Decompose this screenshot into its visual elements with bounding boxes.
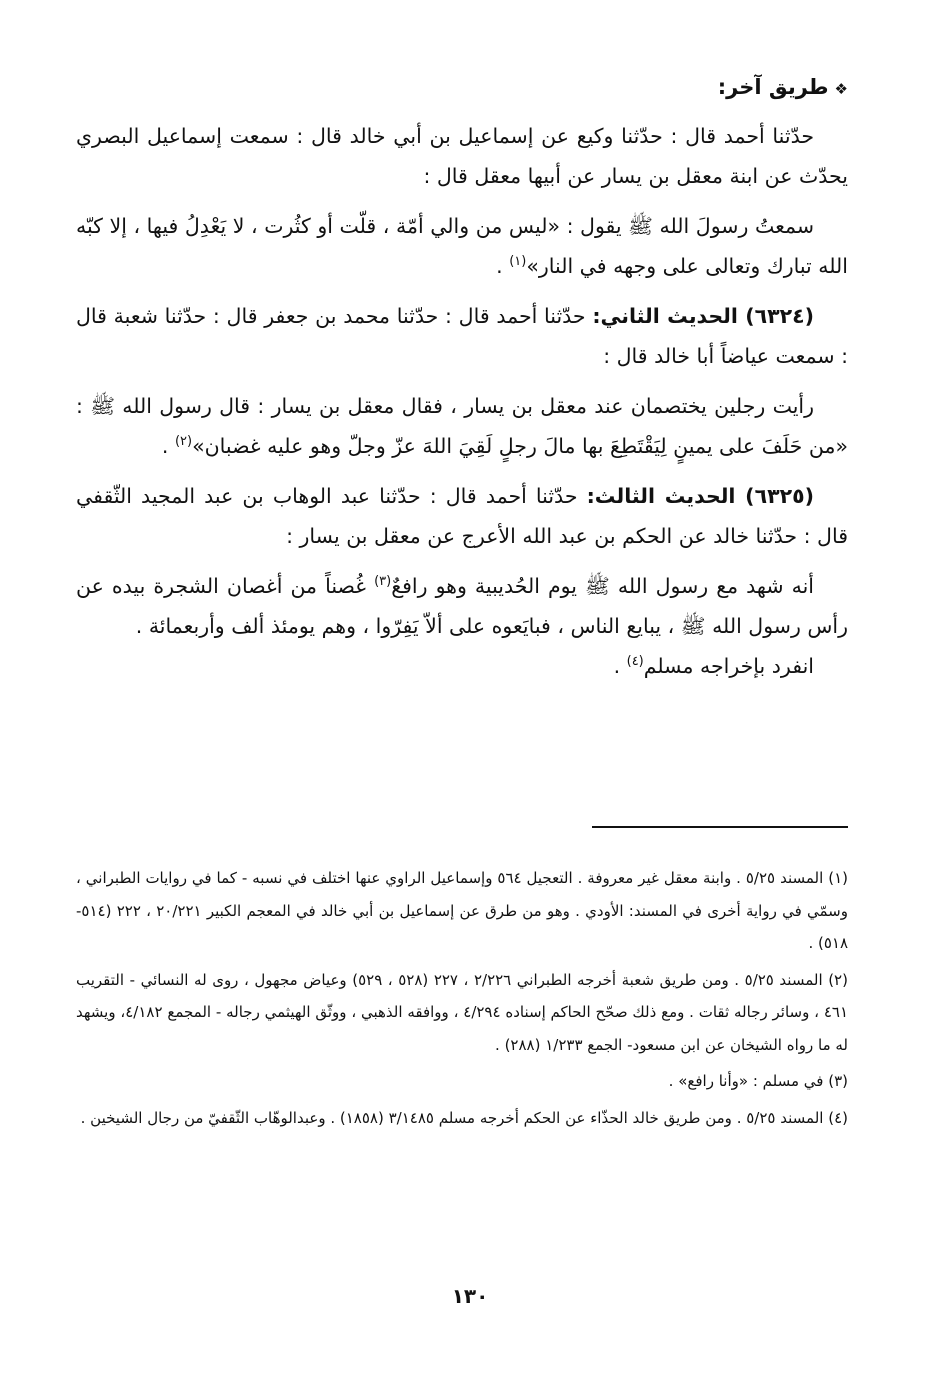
- main-text: [76, 70, 848, 686]
- footnote-ref: (٤): [626, 654, 644, 670]
- paragraph-text: رأيت رجلين يختصمان عند معقل بن يسار ، فقال معقل بن يسار : قال رسول الله ﷺ : «من حَلَفَ على يمينٍ لِيَقْتَطِعَ بها مالَ رجلٍ لَقِيَ اللهَ عزّ وجلّ وهو عليه غضبان»: [76, 394, 848, 458]
- paragraph-text: غُصناً من أغصان الشجرة بيده عن رأس رسول الله ﷺ ، يبايع الناس ، فبايَعوه على ألاّ يَفِرّوا ، وهم يومئذ ألف وأربعمائة .: [76, 574, 848, 638]
- footnote-ref: (٣): [374, 574, 392, 590]
- footnote-divider: [592, 826, 848, 828]
- footnote-ref: (٢): [174, 434, 193, 450]
- footnote-1: (١) المسند ٥/٢٥ . وابنة معقل غير معروفة . التعجيل ٥٦٤ وإسماعيل الراوي عنها اختلف في نسبه - كما في روايات الطبراني ، وسمّي في رواية أخرى في المسند: الأودي . وهو من طرق عن إسماعيل بن أبي خالد في المعجم الكبير ٢٠/٢٢١ ، ٢٢٢ (٥١٤- ٥١٨) .: [76, 869, 848, 952]
- paragraph-text: أنه شهد مع رسول الله ﷺ يوم الحُديبية وهو رافعٌ: [391, 574, 814, 598]
- paragraph-takhrij: انفرد بإخراجه مسلم$^{(٤)}$ .: [613, 654, 814, 678]
- footnote-3: (٣) في مسلم : «وأنا رافع» .: [668, 1072, 848, 1090]
- paragraph-hadith-3-isnad: [76, 476, 848, 556]
- paragraph-hadith-3: [76, 566, 848, 646]
- page-number: ١٣٠: [451, 1284, 489, 1308]
- paragraph-hadith-1: سمعتُ رسولَ الله ﷺ يقول : «ليس من والي أمّة ، قلّت أو كثُرت ، لا يَعْدِلُ فيها ، إلا كبّه الله تبارك وتعالى على وجهه في النار»$^{(١)}$ .: [76, 214, 848, 278]
- footnotes: [76, 862, 848, 1138]
- paragraph-text: سمعتُ رسولَ الله ﷺ يقول : «ليس من والي أمّة ، قلّت أو كثُرت ، لا يَعْدِلُ فيها ، إلا كبّه الله تبارك وتعالى على وجهه في النار»: [76, 214, 848, 278]
- footnote-2: (٢) المسند ٥/٢٥ . ومن طريق شعبة أخرجه الطبراني ٢/٢٢٦ ، ٢٢٧ (٥٢٨ ، ٥٢٩) وعياض مجهول ، روى له النسائي - التقريب ٤٦١ ، وسائر رجاله ثقات . ومع ذلك صحّح الحاكم إسناده ٤/٢٩٤ ، ووافقه الذهبي ، ووثّق الهيثمي رجاله - المجمع ٤/١٨٢، ويشهد له ما رواه الشيخان عن ابن مسعود- الجمع ١/٢٣٣ (٢٨٨) .: [76, 970, 848, 1054]
- section-heading: [76, 70, 848, 106]
- paragraph-hadith-2-isnad: [76, 296, 848, 376]
- paragraph-isnad-1: [76, 116, 848, 196]
- footnote-4: (٤) المسند ٥/٢٥ . ومن طريق خالد الحذّاء عن الحكم أخرجه مسلم ٣/١٤٨٥ (١٨٥٨) . وعبدالوهّاب الثّقفيّ من رجال الشيخين .: [80, 1108, 848, 1127]
- hadith-number: (٦٣٢٥) الحديث الثالث:: [586, 484, 814, 508]
- paragraph-hadith-2: رأيت رجلين يختصمان عند معقل بن يسار ، فقال معقل بن يسار : قال رسول الله ﷺ : «من حَلَفَ على يمينٍ لِيَقْتَطِعَ بها مالَ رجلٍ لَقِيَ اللهَ عزّ وجلّ وهو عليه غضبان»$^{(٢)}$ .: [76, 394, 848, 458]
- diamond-bullet-icon: ❖: [834, 80, 848, 98]
- paragraph-text: انفرد بإخراجه مسلم: [643, 654, 814, 678]
- paragraph-text: حدّثنا أحمد قال : حدّثنا عبد الوهاب بن عبد المجيد الثّقفي قال : حدّثنا خالد عن الحكم بن عبد الله الأعرج عن معقل بن يسار :: [76, 484, 848, 548]
- footnote-ref: (١): [509, 254, 527, 270]
- paragraph-text: حدّثنا أحمد قال : حدّثنا محمد بن جعفر قال : حدّثنا شعبة قال : سمعت عياضاً أبا خالد قال :: [76, 304, 848, 368]
- heading-text: طريق آخر:: [717, 75, 829, 99]
- paragraph-text: حدّثنا أحمد قال : حدّثنا وكيع عن إسماعيل بن أبي خالد قال : سمعت إسماعيل البصري يحدّث عن ابنة معقل بن يسار عن أبيها معقل قال :: [76, 124, 848, 188]
- hadith-number: (٦٣٢٤) الحديث الثاني:: [592, 304, 814, 328]
